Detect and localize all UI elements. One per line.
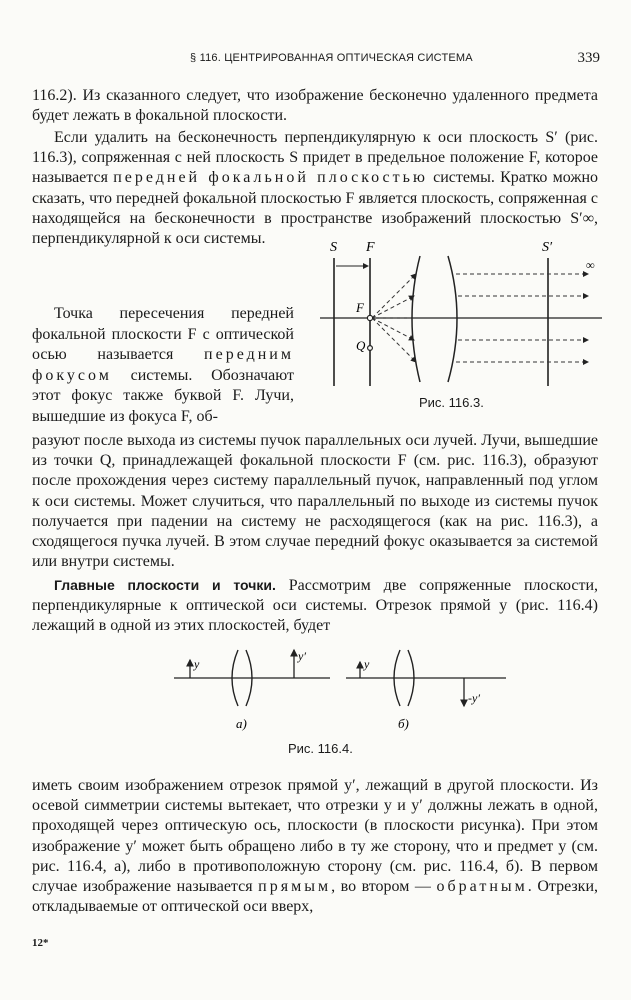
paragraph-3-start: Точка пересечения передней фокальной плоскости F с оптической осью называется: [32, 305, 294, 364]
running-header: [40, 50, 600, 70]
paragraph-3-end: разуют после выхода из системы пучок параллельных оси лучей. Лучи, вышедшие из точки Q, принадлежащей фокальной плоскости F (см. рис. 116.3), образуют после прохождения через систему параллельный пучок, направленный под углом к оси системы. Может случиться, что параллельный по выходе из системы пучок получается при падении на систему не расходящегося (как на рис. 116.3), а сходящегося пучка лучей. В этом случае передний фокус оказывается за системой или внутри системы.: [32, 432, 598, 571]
figure-116-4: [160, 642, 520, 742]
paragraph-5-mid: , во втором —: [331, 878, 431, 896]
paragraph-3-middle: системы. Обозначают этот фокус также буквой F. Лучи, вышедшие из фокуса F, об-: [32, 366, 294, 425]
label-y-a: y: [194, 657, 200, 671]
paragraph-1: [32, 86, 598, 126]
figure-116-4-caption: Рис. 116.4.: [288, 741, 353, 756]
paragraph-5-end: . Отрезки, откладываемые от оптической оси вверх,: [32, 878, 599, 916]
figure-116-4-a: [174, 649, 330, 731]
paragraph-3: [32, 304, 294, 428]
focus-point: [367, 315, 372, 320]
term-front-focus: передним фокусом: [32, 346, 294, 384]
page-number: 339: [577, 50, 600, 66]
lens-front-surface: [412, 256, 420, 382]
section-heading: Главные плоскости и точки.: [54, 577, 276, 593]
label-b: б): [398, 716, 409, 731]
label-S-prime: S′: [542, 240, 553, 255]
paragraph-2: [32, 128, 598, 249]
label-y-b: y: [364, 657, 370, 671]
paragraph-1-text: 116.2). Из сказанного следует, что изображение бесконечно удаленного предмета будет лежать в фокальной плоскости.: [32, 87, 598, 125]
term-front-focal-plane: передней фокальной плоскостью: [113, 169, 428, 187]
paragraph-4: [32, 575, 598, 637]
label-F: F: [366, 240, 375, 255]
label-F-point: F: [356, 300, 364, 315]
header-title: § 116. ЦЕНТРИРОВАННАЯ ОПТИЧЕСКАЯ СИСТЕМА: [190, 52, 473, 64]
paragraph-3-text: [32, 304, 294, 428]
paragraph-2-end: системы. Кратко можно сказать, что передней фокальной плоскостью F является плоскость, сопряженная с находящейся на бесконечности в пространстве изображений плоскостью S′∞, перпендикулярной к оси системы.: [32, 169, 599, 248]
term-inverse: обратным: [436, 878, 528, 896]
paragraph-2-text: [32, 128, 598, 249]
paragraph-3-cont: [32, 431, 598, 572]
figure-116-3: [316, 236, 606, 412]
paragraph-5-text: [32, 776, 598, 917]
paragraph-5: [32, 776, 598, 917]
label-a: а): [236, 716, 247, 731]
paragraph-5-body: иметь своим изображением отрезок прямой y′, лежащий в другой плоскости. Из осевой симметрии системы вытекает, что отрезки y и y′ должны лежать в одной, проходящей через оптическую ось, плоскости (в плоскости рисунка). При этом изображение y′ может быть обращено либо в ту же сторону, что и предмет y (см. рис. 116.4, а), либо в противоположную сторону (см. рис. 116.4, б). В первом случае изображение называется: [32, 777, 599, 896]
label-minus-y-prime-b: -y′: [468, 691, 480, 705]
paragraph-4-body: Рассмотрим две сопряженные плоскости, перпендикулярные к оптической оси системы. Отрезок прямой y (рис. 116.4) лежащий в одной из этих плоскостей, будет: [32, 577, 599, 635]
label-Q: Q: [356, 338, 366, 353]
point-Q: [368, 346, 373, 351]
label-y-prime-a: y′: [298, 649, 306, 663]
figure-116-3-caption: Рис. 116.3.: [419, 395, 484, 410]
figure-116-4-b: [346, 650, 506, 731]
term-direct: прямым: [258, 878, 332, 896]
paragraph-2-start: Если удалить на бесконечность перпендикулярную к оси плоскость S′ (рис. 116.3), сопряженная с ней плоскость S придет в предельное положение F, которое называется: [32, 129, 598, 187]
lens-back-surface: [448, 256, 457, 382]
label-infinity: ∞: [586, 258, 595, 272]
signature-mark: 12*: [32, 937, 49, 949]
paragraph-4-text: [32, 575, 598, 637]
label-S: S: [330, 240, 337, 255]
